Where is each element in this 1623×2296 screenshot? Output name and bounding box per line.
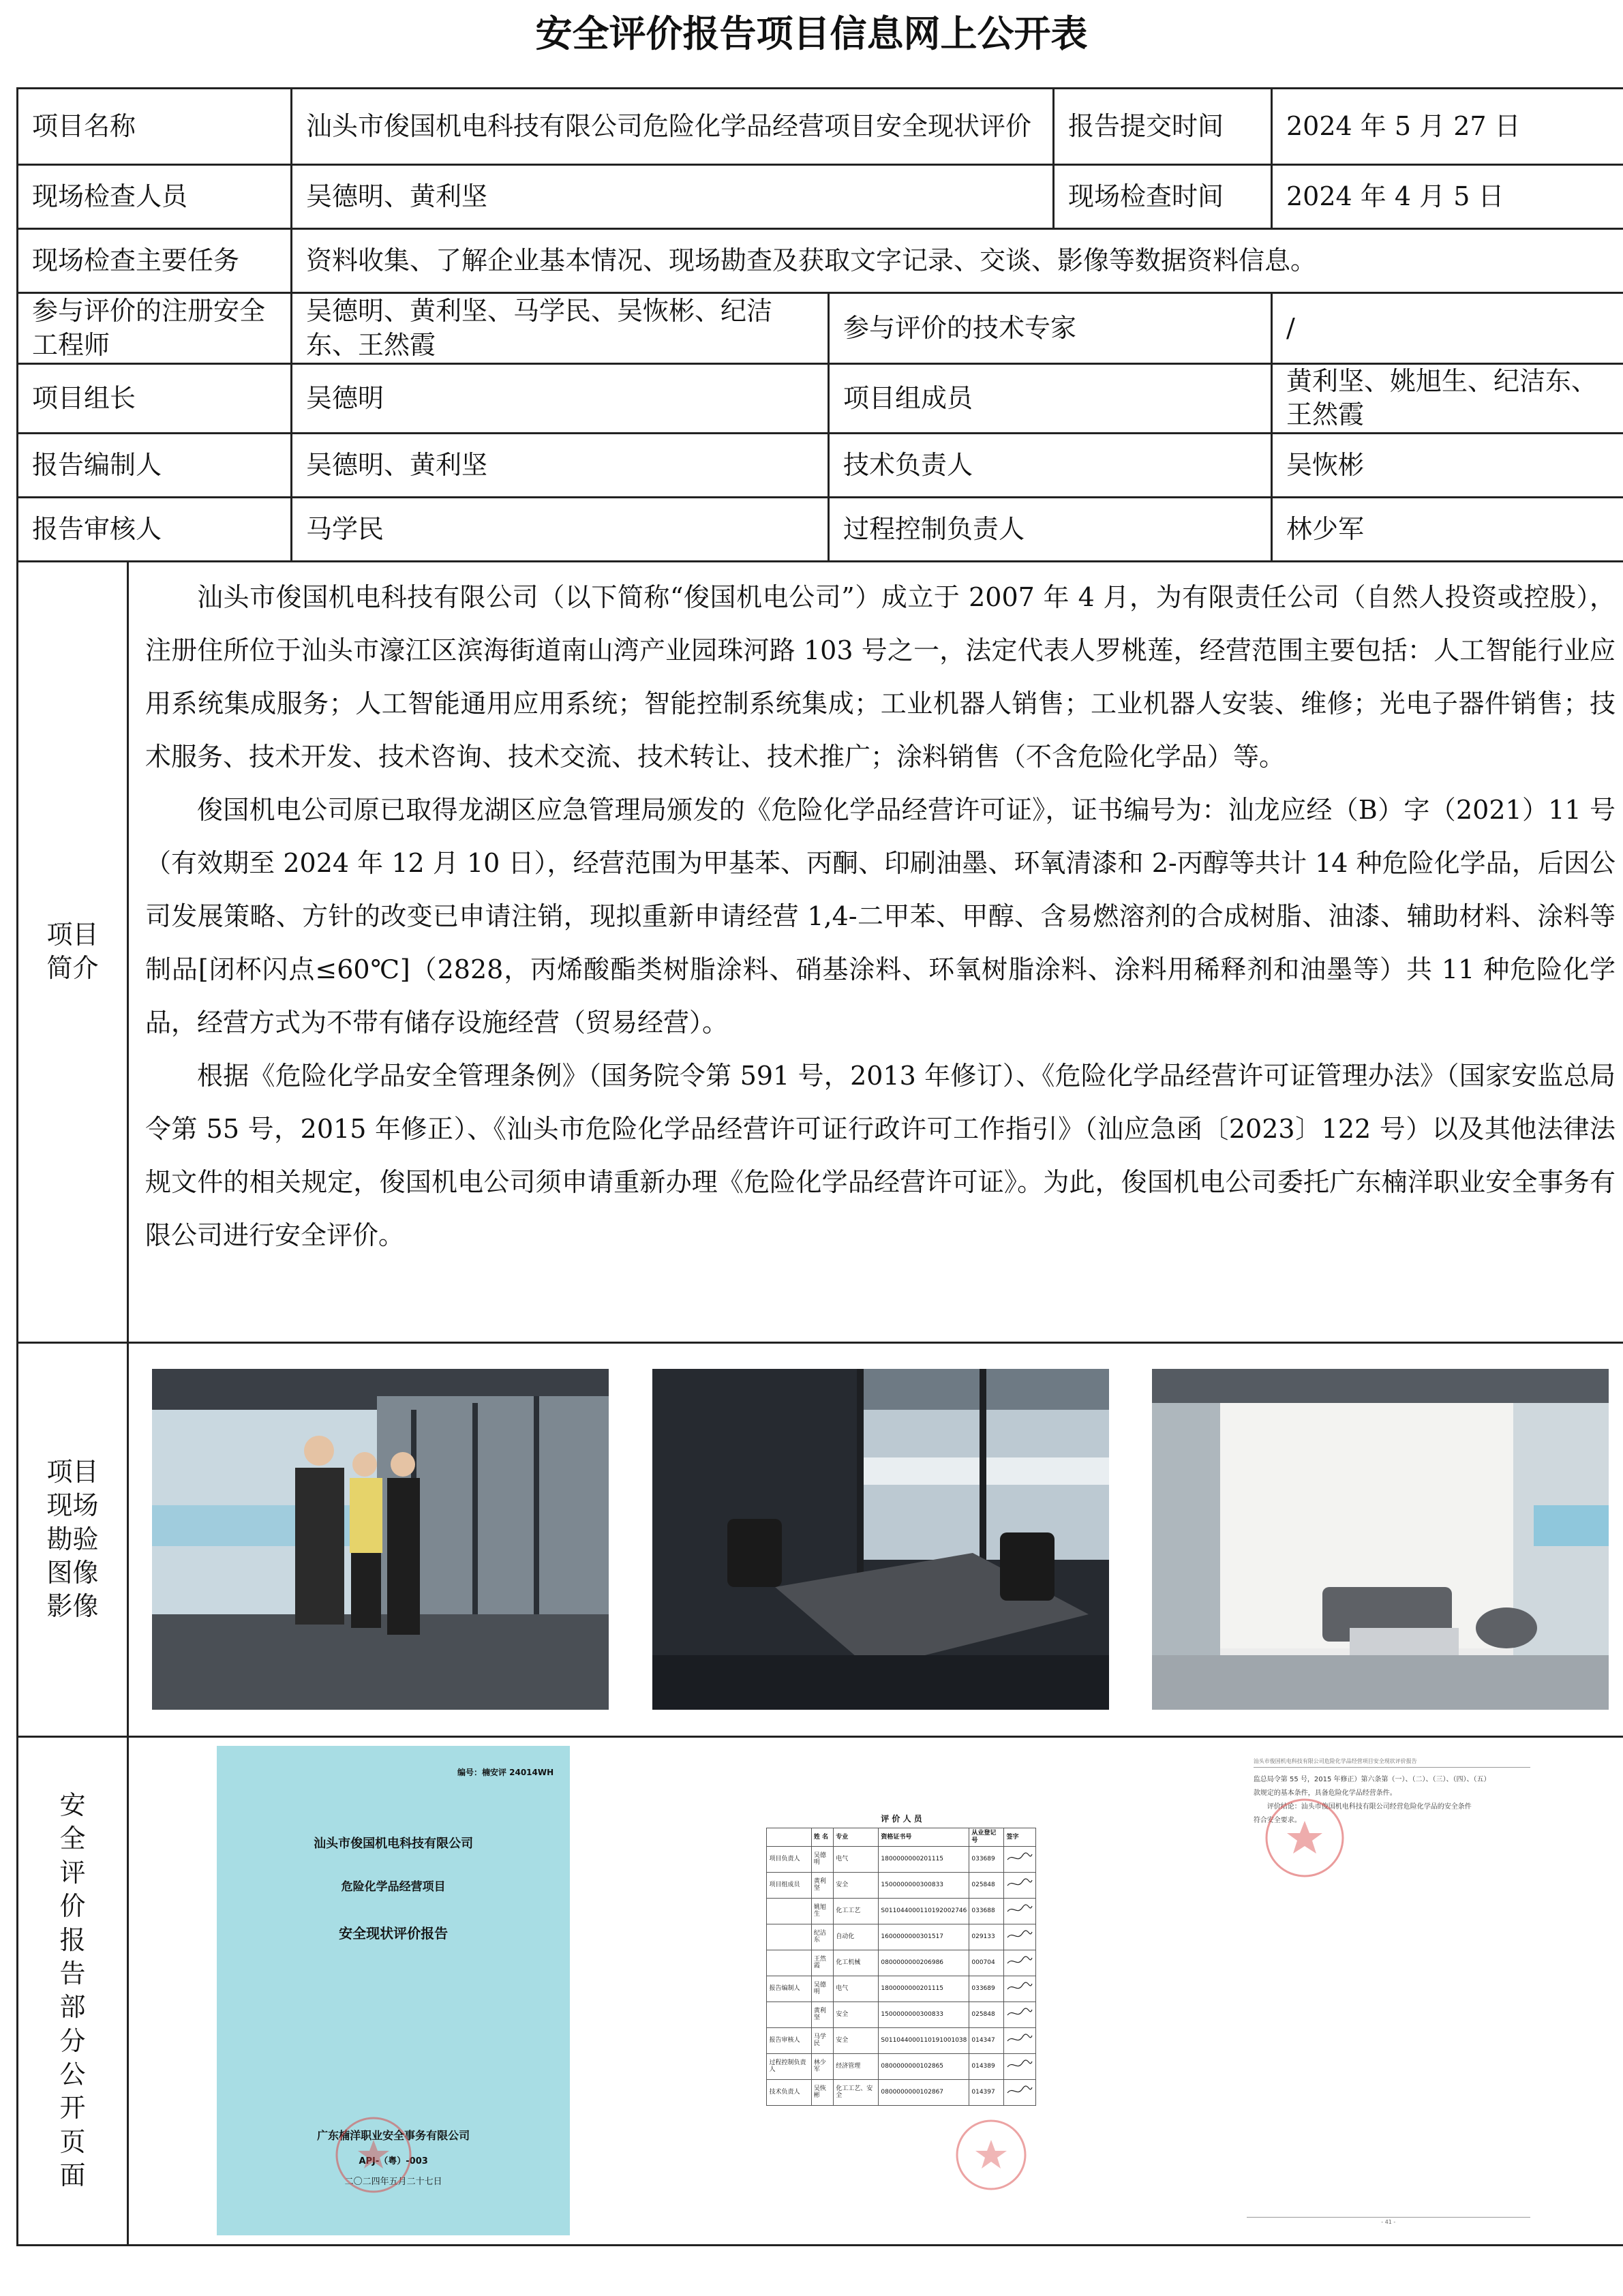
- conclusion-stamp: [1260, 1794, 1349, 1882]
- intro-text: [128, 561, 1623, 1342]
- process-lead-label: 过程控制负责人: [829, 497, 1272, 561]
- evaluator-cell: 000704: [969, 1950, 1004, 1976]
- evaluators-header-cell: 从业登记号: [969, 1828, 1004, 1847]
- site-photo-office: [652, 1369, 1109, 1710]
- signature-cell: [1004, 1924, 1036, 1950]
- evaluator-row: [767, 2053, 1036, 2079]
- evaluator-row: [767, 1846, 1036, 1872]
- evaluator-cell: 033689: [969, 1846, 1004, 1872]
- evaluator-cell: 林少军: [811, 2053, 833, 2079]
- intro-paragraph: 俊国机电公司原已取得龙湖区应急管理局颁发的《危险化学品经营许可证》，证书编号为：汕龙应经（B）字（2021）11 号（有效期至 2024 年 12 月 10 日），经营范围为甲基苯、丙酮、印刷油墨、环氧清漆和 2-丙醇等共计 14 种危险化学品，后因公司发展策略、方针的改变已申请注销，现拟重新申请经营 1,4-二甲苯、甲醇、含易燃溶剂的合成树脂、油漆、辅助材料、涂料等制品[闭杯闪点≤60℃]（2828，丙烯酸酯类树脂涂料、硝基涂料、环氧树脂涂料、涂料用稀释剂和油墨等）共 11 种危险化学品，经营方式为不带有储存设施经营（贸易经营）。: [145, 794, 1616, 1038]
- evaluator-cell: 化工工艺: [834, 1898, 879, 1924]
- conclusion-text: 监总局令第 55 号，2015 年修正）第六条第（一）、（二）、（三）、（四）、（五） 款规定的基本条件，具备危险化学品经营条件。 评价结论：汕头市俊国机电科技有限公司经营危险化学品的安全条件 符合安全要求。: [1253, 1776, 1491, 1825]
- evaluator-cell: 过程控制负责人: [767, 2053, 811, 2079]
- evaluator-cell: 电气: [834, 1846, 879, 1872]
- signature-cell: [1004, 1976, 1036, 2002]
- inspectors: 吴德明、黄利坚: [292, 165, 1054, 229]
- evaluator-cell: S011044000110191001038: [879, 2027, 969, 2053]
- evaluator-cell: 经济管理: [834, 2053, 879, 2079]
- reviewer: 马学民: [292, 497, 829, 561]
- conclusion-header: 汕头市俊国机电科技有限公司危险化学品经营项目安全现状评价报告: [1254, 1758, 1530, 1767]
- tasks-label: 现场检查主要任务: [18, 229, 292, 293]
- cover-project: 危险化学品经营项目: [341, 1880, 446, 1894]
- project-name: 汕头市俊国机电科技有限公司危险化学品经营项目安全现状评价: [292, 89, 1054, 165]
- evaluator-cell: 黄利坚: [811, 2002, 833, 2027]
- intro-paragraph: 根据《危险化学品安全管理条例》（国务院令第 591 号，2013 年修订）、《危险化学品经营许可证管理办法》（国家安监总局令第 55 号，2015 年修正）、《汕头市危险化学品经营许可证行政许可工作指引》（汕应急函〔2023〕122 号）以及其他法律法规文件的相关规定，俊国机电公司须申请重新办理《危险化学品经营许可证》。为此，俊国机电公司委托广东楠洋职业安全事务有限公司进行安全评价。: [145, 1060, 1616, 1250]
- process-lead: 林少军: [1272, 497, 1623, 561]
- photos-cell: [128, 1342, 1623, 1736]
- experts: /: [1272, 293, 1623, 364]
- tasks: 资料收集、了解企业基本情况、现场勘查及获取文字记录、交谈、影像等数据资料信息。: [292, 229, 1623, 293]
- evaluator-row: [767, 2027, 1036, 2053]
- evaluator-row: [767, 1872, 1036, 1898]
- evaluator-cell: 029133: [969, 1924, 1004, 1950]
- evaluator-cell: 纪洁东: [811, 1924, 833, 1950]
- signature-cell: [1004, 1846, 1036, 1872]
- evaluator-cell: 014397: [969, 2079, 1004, 2105]
- evaluator-cell: 报告编制人: [767, 1976, 811, 2002]
- evaluator-cell: 项目组成员: [767, 1872, 811, 1898]
- signature-cell: [1004, 2002, 1036, 2027]
- project-name-label: 项目名称: [18, 89, 292, 165]
- cover-code: 编号：楠安评 24014WH: [457, 1768, 554, 1778]
- evaluator-cell: [767, 2002, 811, 2027]
- evaluator-cell: 安全: [834, 2002, 879, 2027]
- signature-cell: [1004, 2027, 1036, 2053]
- pages-cell: [128, 1736, 1623, 2245]
- evaluators-heading: 评 价 人 员: [881, 1814, 922, 1824]
- evaluator-row: [767, 1924, 1036, 1950]
- members-label: 项目组成员: [829, 364, 1272, 434]
- leader-label: 项目组长: [18, 364, 292, 434]
- evaluator-cell: 1500000000300833: [879, 1872, 969, 1898]
- engineers-label: 参与评价的注册安全工程师: [18, 293, 292, 364]
- tech-lead: 吴恢彬: [1272, 433, 1623, 497]
- evaluator-cell: 安全: [834, 2027, 879, 2053]
- evaluator-cell: 化工工艺、安全: [834, 2079, 879, 2105]
- evaluator-cell: 电气: [834, 1976, 879, 2002]
- evaluator-cell: 0800000000102865: [879, 2053, 969, 2079]
- compiler: 吴德明、黄利坚: [292, 433, 829, 497]
- evaluator-cell: 姚旭生: [811, 1898, 833, 1924]
- cover-stamp: [333, 2114, 414, 2196]
- cover-org: 广东楠洋职业安全事务有限公司: [317, 2129, 470, 2143]
- signature-cell: [1004, 1898, 1036, 1924]
- intro-label: 项目简介: [18, 561, 128, 1342]
- tech-lead-label: 技术负责人: [829, 433, 1272, 497]
- evaluator-cell: 0800000000206986: [879, 1950, 969, 1976]
- pages-label: 安全评价报告部分公开页面: [18, 1736, 128, 2245]
- signature-cell: [1004, 2079, 1036, 2105]
- evaluator-cell: 马学民: [811, 2027, 833, 2053]
- evaluator-cell: 033688: [969, 1898, 1004, 1924]
- evaluators-header-cell: 资格证书号: [879, 1828, 969, 1847]
- signature-cell: [1004, 2053, 1036, 2079]
- members: 黄利坚、姚旭生、纪洁东、王然霞: [1272, 364, 1623, 434]
- evaluator-cell: 安全: [834, 1872, 879, 1898]
- signature-cell: [1004, 1872, 1036, 1898]
- evaluator-cell: 014347: [969, 2027, 1004, 2053]
- page-title: 安全评价报告项目信息网上公开表: [535, 12, 1088, 55]
- evaluators-header-cell: 姓 名: [811, 1828, 833, 1847]
- evaluator-cell: 025848: [969, 1872, 1004, 1898]
- inspect-time: 2024 年 4 月 5 日: [1272, 165, 1623, 229]
- evaluator-cell: 1800000000201115: [879, 1976, 969, 2002]
- evaluator-cell: [767, 1898, 811, 1924]
- evaluator-cell: S011044000110192002746: [879, 1898, 969, 1924]
- evaluator-cell: 0800000000102867: [879, 2079, 969, 2105]
- evaluator-cell: 033689: [969, 1976, 1004, 2002]
- evaluator-cell: 自动化: [834, 1924, 879, 1950]
- evaluator-row: [767, 1898, 1036, 1924]
- signature-cell: [1004, 1950, 1036, 1976]
- photos-label: 项目现场勘验图像影像: [18, 1342, 128, 1736]
- evaluator-cell: 报告审核人: [767, 2027, 811, 2053]
- report-cover-page: [217, 1746, 570, 2235]
- submit-time-label: 报告提交时间: [1054, 89, 1272, 165]
- evaluator-cell: 014389: [969, 2053, 1004, 2079]
- cover-date: 二〇二四年五月二十七日: [344, 2177, 442, 2188]
- compiler-label: 报告编制人: [18, 433, 292, 497]
- evaluator-cell: 1500000000300833: [879, 2002, 969, 2027]
- evaluator-cell: 吴德明: [811, 1976, 833, 2002]
- evaluators-table: [766, 1828, 1036, 2106]
- inspect-time-label: 现场检查时间: [1054, 165, 1272, 229]
- conclusion-footer: - 41 -: [1247, 2217, 1530, 2226]
- evaluators-page: [746, 1746, 1057, 2235]
- evaluators-stamp: [950, 2114, 1032, 2196]
- evaluators-header-cell: 专业: [834, 1828, 879, 1847]
- leader: 吴德明: [292, 364, 829, 434]
- evaluators-header-cell: [767, 1828, 811, 1847]
- evaluator-row: [767, 2002, 1036, 2027]
- site-photo-lounge: [1152, 1369, 1609, 1710]
- info-table: [16, 87, 1623, 2246]
- evaluator-row: [767, 2079, 1036, 2105]
- engineers: 吴德明、黄利坚、马学民、吴恢彬、纪洁东、王然霞: [292, 293, 829, 364]
- evaluator-cell: 化工机械: [834, 1950, 879, 1976]
- evaluator-cell: 025848: [969, 2002, 1004, 2027]
- evaluator-cell: [767, 1924, 811, 1950]
- inspectors-label: 现场检查人员: [18, 165, 292, 229]
- submit-time: 2024 年 5 月 27 日: [1272, 89, 1623, 165]
- evaluator-cell: 黄利坚: [811, 1872, 833, 1898]
- evaluator-cell: 1800000000201115: [879, 1846, 969, 1872]
- evaluator-cell: 1600000000301517: [879, 1924, 969, 1950]
- evaluator-cell: 吴恢彬: [811, 2079, 833, 2105]
- intro-paragraph: 汕头市俊国机电科技有限公司（以下简称“俊国机电公司”）成立于 2007 年 4 月，为有限责任公司（自然人投资或控股），注册住所位于汕头市濠江区滨海街道南山湾产业园珠河路 103 号之一，法定代表人罗桃莲，经营范围主要包括：人工智能行业应用系统集成服务；人工智能通用应用系统；智能控制系统集成；工业机器人销售；工业机器人安装、维修；光电子器件销售；技术服务、技术开发、技术咨询、技术交流、技术转让、技术推广；涂料销售（不含危险化学品）等。: [145, 581, 1616, 772]
- evaluators-header-cell: 签字: [1004, 1828, 1036, 1847]
- evaluator-cell: 技术负责人: [767, 2079, 811, 2105]
- evaluator-cell: 吴德明: [811, 1846, 833, 1872]
- reviewer-label: 报告审核人: [18, 497, 292, 561]
- cover-company: 汕头市俊国机电科技有限公司: [314, 1837, 474, 1852]
- evaluator-cell: 王然霞: [811, 1950, 833, 1976]
- site-photo-people: [152, 1369, 609, 1710]
- evaluator-row: [767, 1976, 1036, 2002]
- experts-label: 参与评价的技术专家: [829, 293, 1272, 364]
- conclusion-page: [1233, 1746, 1544, 2235]
- cover-report: 安全现状评价报告: [339, 1925, 449, 1942]
- evaluator-row: [767, 1950, 1036, 1976]
- evaluator-cell: 项目负责人: [767, 1846, 811, 1872]
- evaluator-cell: [767, 1950, 811, 1976]
- cover-cert: APJ-（粤）-003: [359, 2156, 428, 2167]
